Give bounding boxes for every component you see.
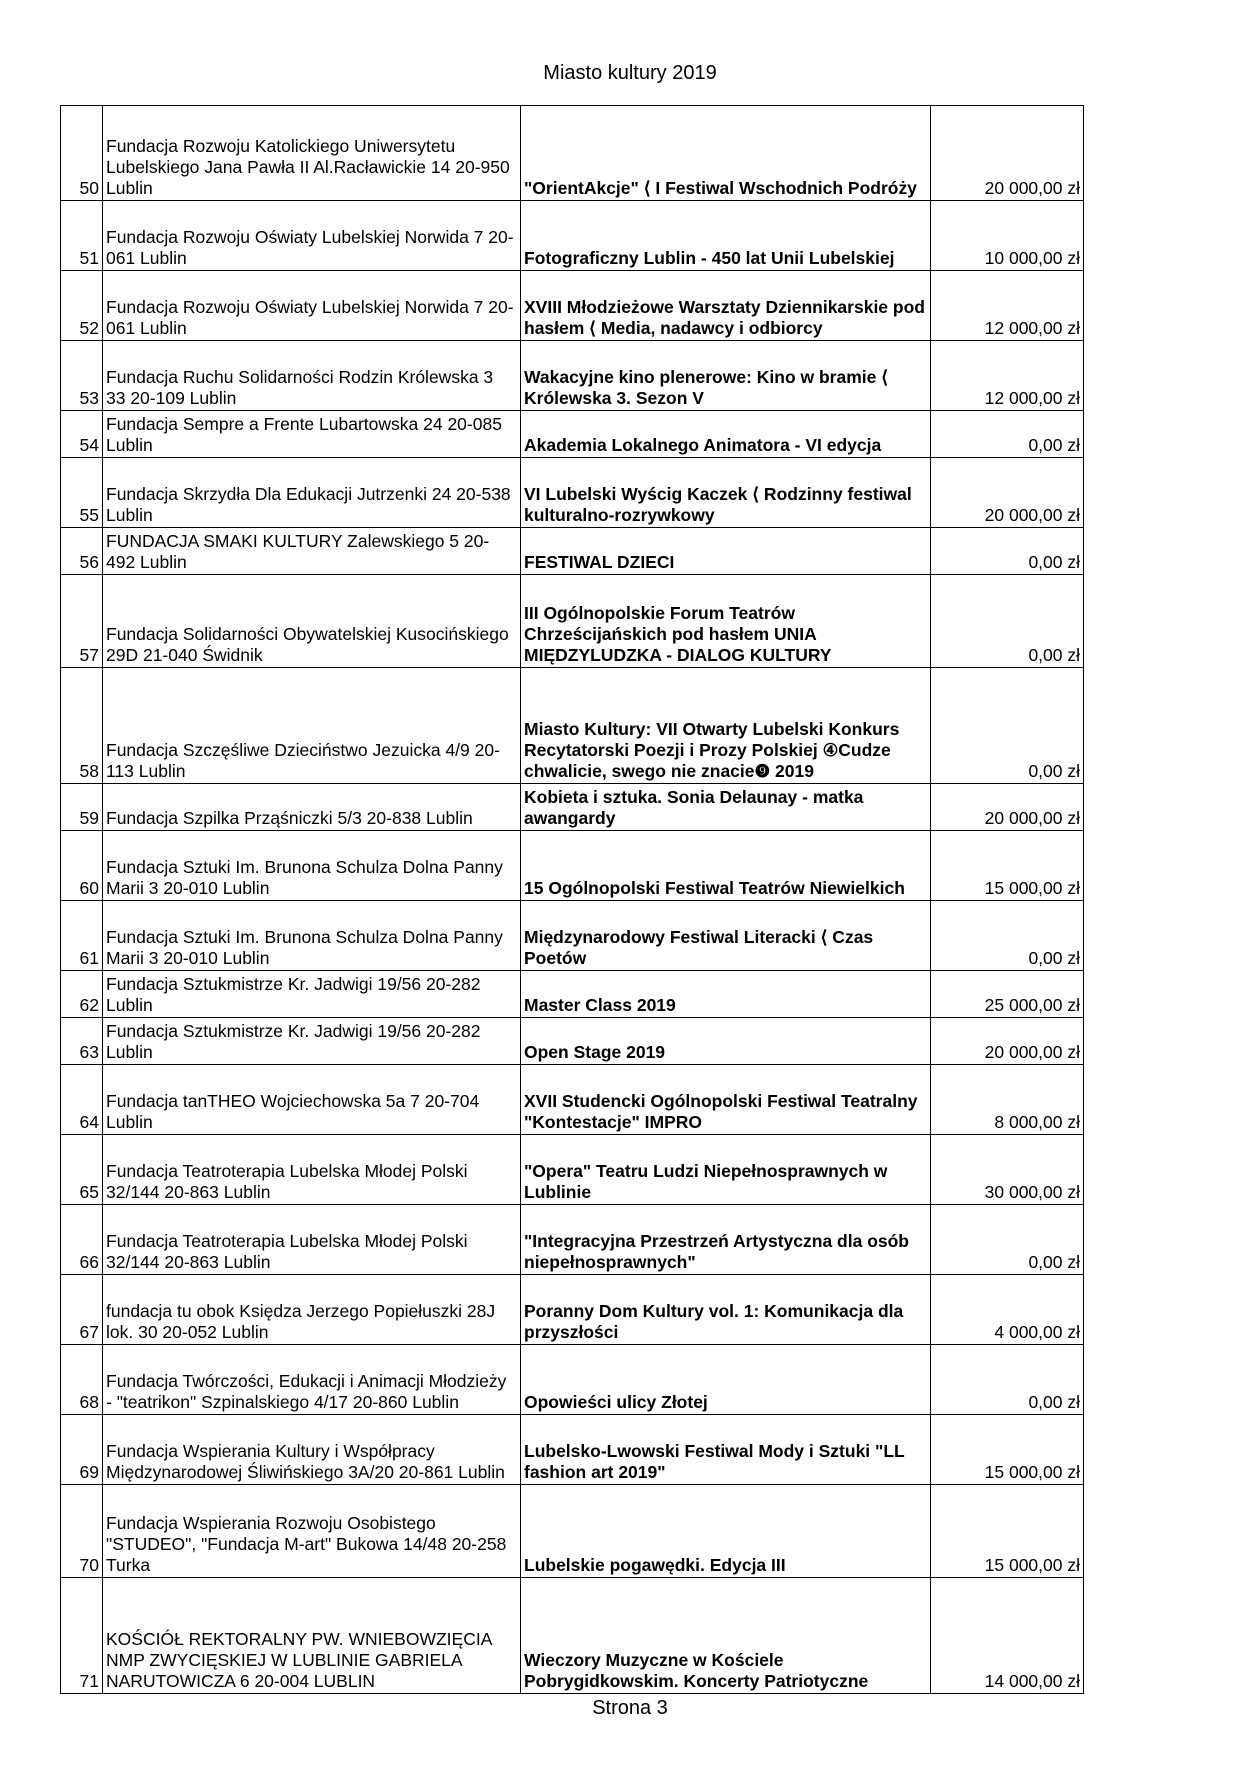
row-number: 62 — [61, 971, 103, 1018]
row-number: 50 — [61, 106, 103, 201]
project-cell: XVII Studencki Ogólnopolski Festiwal Teatralny "Kontestacje" IMPRO — [521, 1065, 931, 1135]
organization-cell: Fundacja Sztukmistrze Kr. Jadwigi 19/56 20-282 Lublin — [103, 1018, 521, 1065]
row-number: 52 — [61, 271, 103, 341]
row-number: 51 — [61, 201, 103, 271]
amount-cell: 20 000,00 zł — [931, 106, 1084, 201]
table-row — [61, 1345, 1084, 1415]
amount-cell: 12 000,00 zł — [931, 271, 1084, 341]
row-number: 70 — [61, 1485, 103, 1578]
table-row — [61, 1485, 1084, 1578]
row-number: 60 — [61, 831, 103, 901]
table-row — [61, 1415, 1084, 1485]
row-number: 55 — [61, 458, 103, 528]
table-row — [61, 668, 1084, 784]
amount-cell: 20 000,00 zł — [931, 458, 1084, 528]
table-row — [61, 411, 1084, 458]
row-number: 71 — [61, 1578, 103, 1694]
amount-cell: 0,00 zł — [931, 668, 1084, 784]
amount-cell: 0,00 zł — [931, 411, 1084, 458]
amount-cell: 0,00 zł — [931, 575, 1084, 668]
amount-cell: 20 000,00 zł — [931, 784, 1084, 831]
organization-cell: Fundacja Rozwoju Katolickiego Uniwersytetu Lubelskiego Jana Pawła II Al.Racławickie 14 20-950 Lublin — [103, 106, 521, 201]
project-cell: VI Lubelski Wyścig Kaczek ⟨ Rodzinny festiwal kulturalno-rozrywkowy — [521, 458, 931, 528]
table-row — [61, 341, 1084, 411]
amount-cell: 15 000,00 zł — [931, 1485, 1084, 1578]
table-row — [61, 1275, 1084, 1345]
table-row — [61, 971, 1084, 1018]
project-cell: Master Class 2019 — [521, 971, 931, 1018]
row-number: 54 — [61, 411, 103, 458]
project-cell: "Integracyjna Przestrzeń Artystyczna dla osób niepełnosprawnych" — [521, 1205, 931, 1275]
table-row — [61, 106, 1084, 201]
organization-cell: Fundacja Twórczości, Edukacji i Animacji Młodzieży - "teatrikon" Szpinalskiego 4/17 20-860 Lublin — [103, 1345, 521, 1415]
organization-cell: Fundacja Rozwoju Oświaty Lubelskiej Norwida 7 20-061 Lublin — [103, 271, 521, 341]
organization-cell: Fundacja Sztukmistrze Kr. Jadwigi 19/56 20-282 Lublin — [103, 971, 521, 1018]
organization-cell: Fundacja Sztuki Im. Brunona Schulza Dolna Panny Marii 3 20-010 Lublin — [103, 831, 521, 901]
organization-cell: fundacja tu obok Księdza Jerzego Popiełuszki 28J lok. 30 20-052 Lublin — [103, 1275, 521, 1345]
organization-cell: Fundacja Szpilka Prząśniczki 5/3 20-838 Lublin — [103, 784, 521, 831]
amount-cell: 14 000,00 zł — [931, 1578, 1084, 1694]
amount-cell: 15 000,00 zł — [931, 1415, 1084, 1485]
amount-cell: 4 000,00 zł — [931, 1275, 1084, 1345]
project-cell: Wakacyjne kino plenerowe: Kino w bramie ⟨ Królewska 3. Sezon V — [521, 341, 931, 411]
table-row — [61, 901, 1084, 971]
project-cell: Lubelskie pogawędki. Edycja III — [521, 1485, 931, 1578]
organization-cell: Fundacja Skrzydła Dla Edukacji Jutrzenki 24 20-538 Lublin — [103, 458, 521, 528]
project-cell: Poranny Dom Kultury vol. 1: Komunikacja dla przyszłości — [521, 1275, 931, 1345]
organization-cell: Fundacja Sztuki Im. Brunona Schulza Dolna Panny Marii 3 20-010 Lublin — [103, 901, 521, 971]
row-number: 68 — [61, 1345, 103, 1415]
row-number: 61 — [61, 901, 103, 971]
organization-cell: FUNDACJA SMAKI KULTURY Zalewskiego 5 20-492 Lublin — [103, 528, 521, 575]
table-row — [61, 458, 1084, 528]
project-cell: Miasto Kultury: VII Otwarty Lubelski Konkurs Recytatorski Poezji i Prozy Polskiej ④Cudze chwalicie, swego nie znacie❾ 2019 — [521, 668, 931, 784]
amount-cell: 15 000,00 zł — [931, 831, 1084, 901]
organization-cell: Fundacja Szczęśliwe Dzieciństwo Jezuicka 4/9 20-113 Lublin — [103, 668, 521, 784]
page-number: Strona 3 — [592, 1697, 668, 1719]
amount-cell: 0,00 zł — [931, 1345, 1084, 1415]
organization-cell: Fundacja Teatroterapia Lubelska Młodej Polski 32/144 20-863 Lublin — [103, 1135, 521, 1205]
project-cell: "OrientAkcje" ⟨ I Festiwal Wschodnich Podróży — [521, 106, 931, 201]
project-cell: Wieczory Muzyczne w Kościele Pobrygidkowskim. Koncerty Patriotyczne — [521, 1578, 931, 1694]
organization-cell: Fundacja Ruchu Solidarności Rodzin Królewska 3 33 20-109 Lublin — [103, 341, 521, 411]
project-cell: Open Stage 2019 — [521, 1018, 931, 1065]
project-cell: Opowieści ulicy Złotej — [521, 1345, 931, 1415]
amount-cell: 0,00 zł — [931, 901, 1084, 971]
table-row — [61, 1018, 1084, 1065]
row-number: 53 — [61, 341, 103, 411]
organization-cell: Fundacja Sempre a Frente Lubartowska 24 20-085 Lublin — [103, 411, 521, 458]
table-row — [61, 1135, 1084, 1205]
project-cell: XVIII Młodzieżowe Warsztaty Dziennikarskie pod hasłem ⟨ Media, nadawcy i odbiorcy — [521, 271, 931, 341]
amount-cell: 8 000,00 zł — [931, 1065, 1084, 1135]
amount-cell: 30 000,00 zł — [931, 1135, 1084, 1205]
organization-cell: Fundacja Teatroterapia Lubelska Młodej Polski 32/144 20-863 Lublin — [103, 1205, 521, 1275]
amount-cell: 25 000,00 zł — [931, 971, 1084, 1018]
row-number: 56 — [61, 528, 103, 575]
table-row — [61, 271, 1084, 341]
row-number: 65 — [61, 1135, 103, 1205]
row-number: 58 — [61, 668, 103, 784]
table-row — [61, 201, 1084, 271]
page-title: Miasto kultury 2019 — [543, 62, 717, 84]
grants-table — [60, 105, 1084, 1694]
project-cell: III Ogólnopolskie Forum Teatrów Chrześcijańskich pod hasłem UNIA MIĘDZYLUDZKA - DIALOG KULTURY — [521, 575, 931, 668]
table-row — [61, 528, 1084, 575]
amount-cell: 0,00 zł — [931, 1205, 1084, 1275]
table-row — [61, 1065, 1084, 1135]
amount-cell: 12 000,00 zł — [931, 341, 1084, 411]
project-cell: Lubelsko-Lwowski Festiwal Mody i Sztuki "LL fashion art 2019" — [521, 1415, 931, 1485]
project-cell: Kobieta i sztuka. Sonia Delaunay - matka awangardy — [521, 784, 931, 831]
organization-cell: Fundacja Wspierania Rozwoju Osobistego "STUDEO", "Fundacja M-art" Bukowa 14/48 20-258 Turka — [103, 1485, 521, 1578]
organization-cell: Fundacja tanTHEO Wojciechowska 5a 7 20-704 Lublin — [103, 1065, 521, 1135]
row-number: 57 — [61, 575, 103, 668]
project-cell: Fotograficzny Lublin - 450 lat Unii Lubelskiej — [521, 201, 931, 271]
organization-cell: Fundacja Rozwoju Oświaty Lubelskiej Norwida 7 20-061 Lublin — [103, 201, 521, 271]
project-cell: "Opera" Teatru Ludzi Niepełnosprawnych w Lublinie — [521, 1135, 931, 1205]
row-number: 67 — [61, 1275, 103, 1345]
table-row — [61, 784, 1084, 831]
project-cell: Akademia Lokalnego Animatora - VI edycja — [521, 411, 931, 458]
table-row — [61, 575, 1084, 668]
project-cell: Międzynarodowy Festiwal Literacki ⟨ Czas Poetów — [521, 901, 931, 971]
row-number: 64 — [61, 1065, 103, 1135]
organization-cell: KOŚCIÓŁ REKTORALNY PW. WNIEBOWZIĘCIA NMP ZWYCIĘSKIEJ W LUBLINIE GABRIELA NARUTOWICZA 6 20-004 LUBLIN — [103, 1578, 521, 1694]
row-number: 63 — [61, 1018, 103, 1065]
amount-cell: 0,00 zł — [931, 528, 1084, 575]
table-row — [61, 831, 1084, 901]
row-number: 66 — [61, 1205, 103, 1275]
row-number: 59 — [61, 784, 103, 831]
amount-cell: 20 000,00 zł — [931, 1018, 1084, 1065]
project-cell: FESTIWAL DZIECI — [521, 528, 931, 575]
table-row — [61, 1205, 1084, 1275]
row-number: 69 — [61, 1415, 103, 1485]
table-row — [61, 1578, 1084, 1694]
organization-cell: Fundacja Solidarności Obywatelskiej Kusocińskiego 29D 21-040 Świdnik — [103, 575, 521, 668]
organization-cell: Fundacja Wspierania Kultury i Współpracy Międzynarodowej Śliwińskiego 3A/20 20-861 Lublin — [103, 1415, 521, 1485]
project-cell: 15 Ogólnopolski Festiwal Teatrów Niewielkich — [521, 831, 931, 901]
amount-cell: 10 000,00 zł — [931, 201, 1084, 271]
